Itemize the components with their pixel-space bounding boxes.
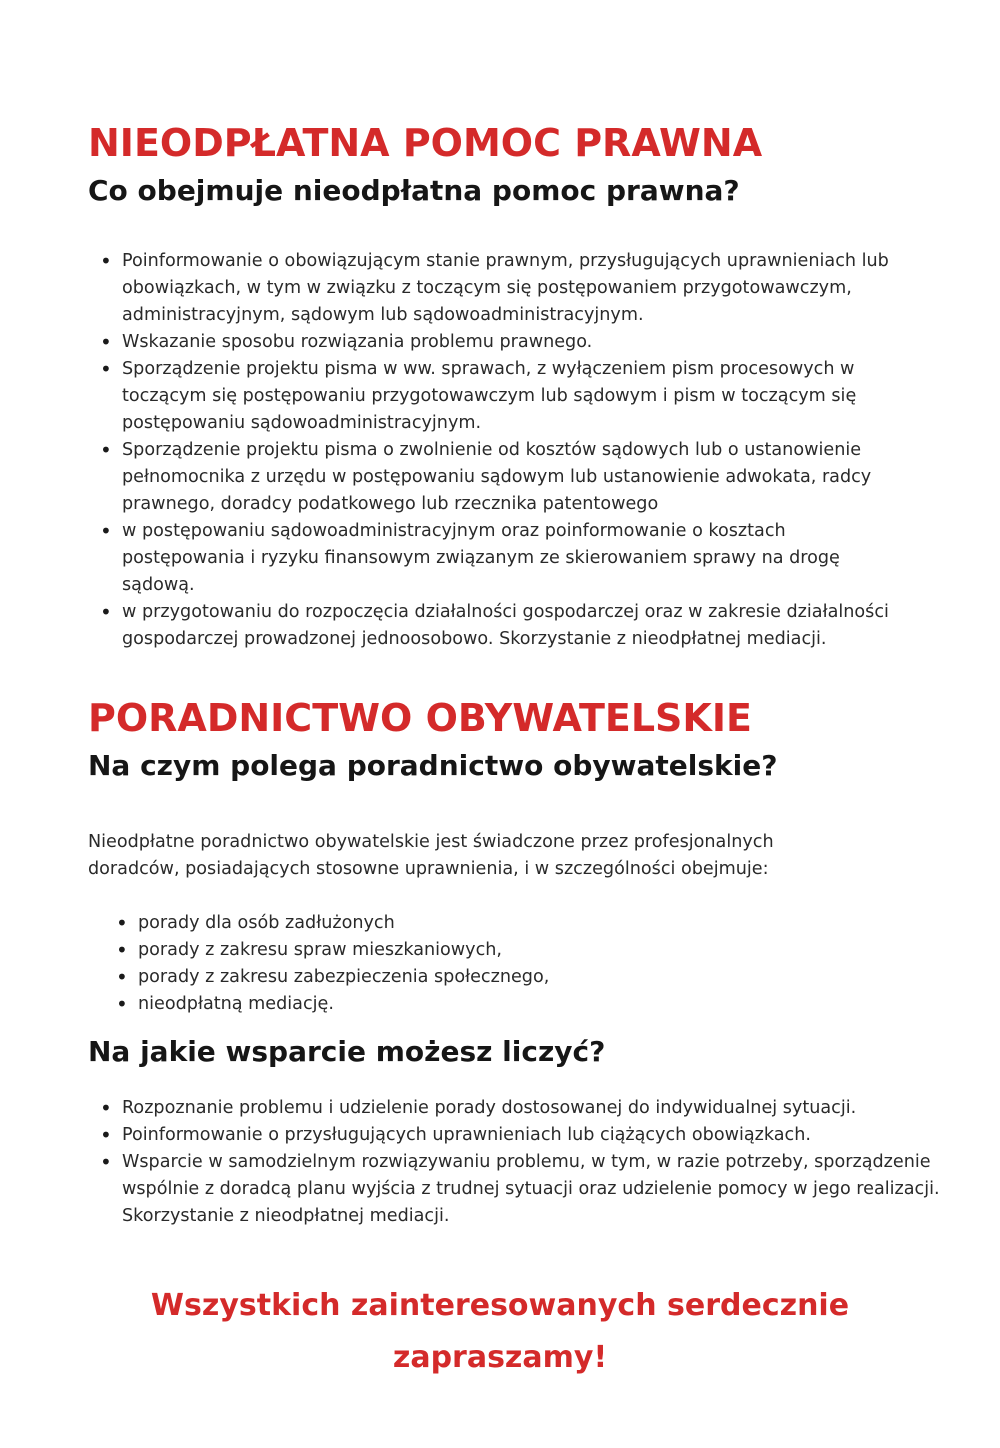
list-item: • Sporządzenie projektu pisma o zwolnienie od kosztów sądowych lub o ustanowienie pełnomocnika z urzędu w postępowaniu sądowym lub ustanowienie adwokata, radcy prawnego, doradcy podatkowego lub rzecznika patentowego bbox=[100, 437, 900, 518]
list-item: • w postępowaniu sądowoadministracyjnym oraz poinformowanie o kosztach postępowania i ryzyku finansowym związanym ze skierowaniem sprawy na drogę sądową. bbox=[100, 518, 900, 599]
section2-subtitle: Na czym polega poradnictwo obywatelskie? bbox=[88, 749, 778, 782]
section1-subtitle: Co obejmuje nieodpłatna pomoc prawna? bbox=[88, 174, 740, 207]
list-item: • Rozpoznanie problemu i udzielenie porady dostosowanej do indywidualnej sytuacji. bbox=[100, 1095, 970, 1122]
list-item: • Sporządzenie projektu pisma w ww. sprawach, z wyłączeniem pism procesowych w toczącym się postępowaniu przygotowawczym lub sądowym i pism w toczącym się postępowaniu sądowoadministracyjnym. bbox=[100, 356, 900, 437]
list-item: • porady z zakresu spraw mieszkaniowych, bbox=[116, 937, 816, 964]
section2-intro: Nieodpłatne poradnictwo obywatelskie jest świadczone przez profesjonalnych doradców, posiadających stosowne uprawnienia, i w szczególności obejmuje: bbox=[88, 832, 774, 879]
list-item: • porady z zakresu zabezpieczenia społecznego, bbox=[116, 964, 816, 991]
section1-list bbox=[100, 248, 900, 653]
section2-title: PORADNICTWO OBYWATELSKIE bbox=[88, 696, 752, 740]
list-item: • Wsparcie w samodzielnym rozwiązywaniu problemu, w tym, w razie potrzeby, sporządzenie wspólnie z doradcą planu wyjścia z trudnej sytuacji oraz udzielenie pomocy w jego realizacji. Skorzystanie z nieodpłatnej mediacji. bbox=[100, 1149, 970, 1230]
section3-list bbox=[100, 1095, 970, 1230]
section2-list bbox=[116, 910, 816, 1018]
section3-subtitle: Na jakie wsparcie możesz liczyć? bbox=[88, 1035, 606, 1068]
list-item: • Wskazanie sposobu rozwiązania problemu prawnego. bbox=[100, 329, 900, 356]
list-item: • Poinformowanie o obowiązującym stanie prawnym, przysługujących uprawnieniach lub obowiązkach, w tym w związku z toczącym się postępowaniem przygotowawczym, administracyjnym, sądowym lub sądowoadministracyjnym. bbox=[100, 248, 900, 329]
list-item: • Poinformowanie o przysługujących uprawnieniach lub ciążących obowiązkach. bbox=[100, 1122, 970, 1149]
list-item: • nieodpłatną mediację. bbox=[116, 991, 816, 1018]
closing-invitation: Wszystkich zainteresowanych serdecznie zapraszamy! bbox=[150, 1288, 850, 1375]
list-item: • porady dla osób zadłużonych bbox=[116, 910, 816, 937]
list-item: • w przygotowaniu do rozpoczęcia działalności gospodarczej oraz w zakresie działalności gospodarczej prowadzonej jednoosobowo. Skorzystanie z nieodpłatnej mediacji. bbox=[100, 599, 900, 653]
section1-title: NIEODPŁATNA POMOC PRAWNA bbox=[88, 121, 763, 165]
